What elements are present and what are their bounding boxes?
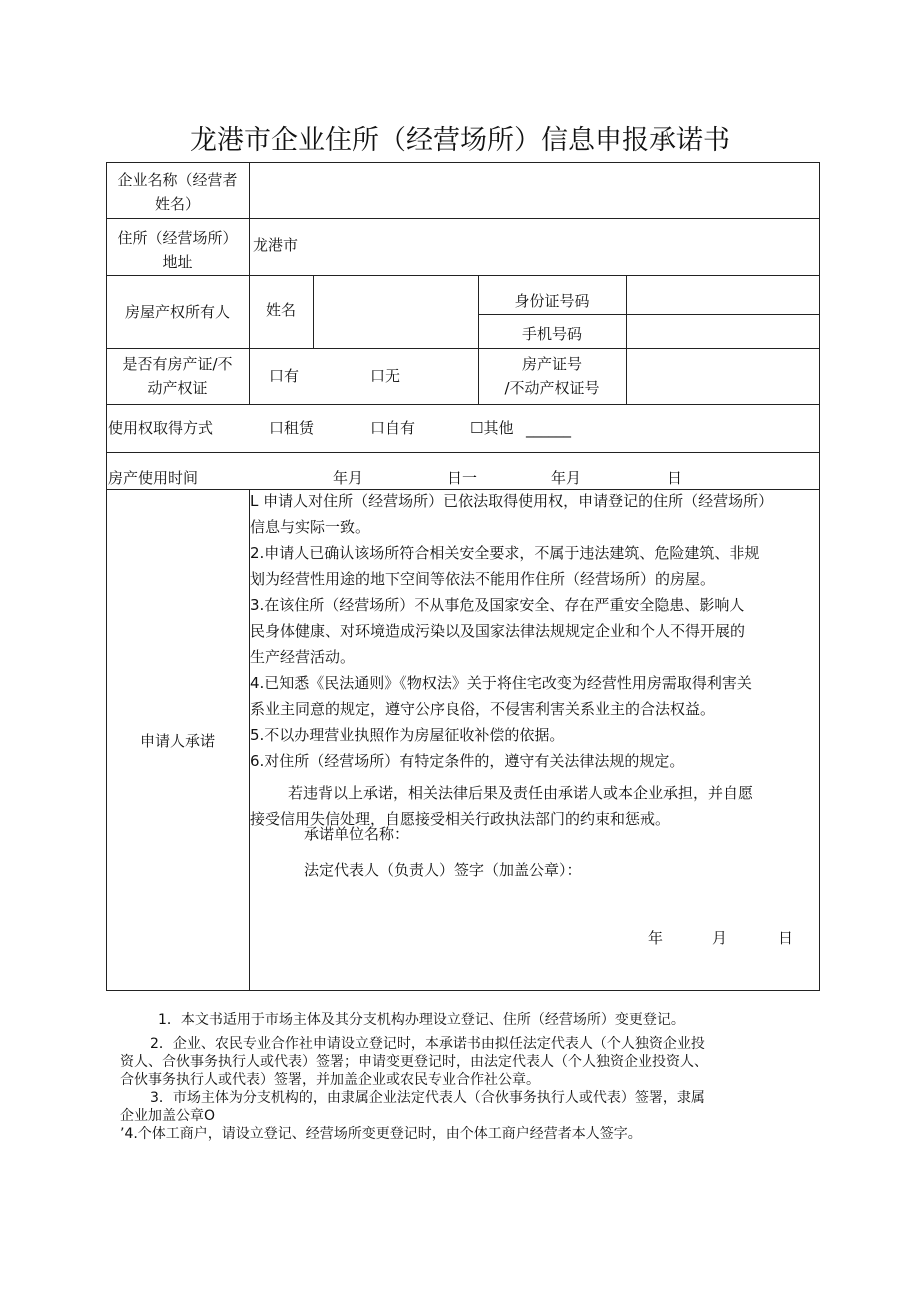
commitment-line: 接受信用失信处理，自愿接受相关行政执法部门的约束和惩戒。: [250, 810, 671, 828]
row-divider: [478, 314, 820, 315]
row-divider: [106, 348, 820, 349]
commitment-line: 3.在该住所（经营场所）不从事危及国家安全、存在严重安全隐患、影响人: [250, 596, 745, 614]
table-border-top: [106, 162, 820, 163]
commitment-label: 申请人承诺: [139, 732, 215, 750]
commitment-line: 若违背以上承诺，相关法律后果及责任由承诺人或本企业承担，并自愿: [288, 784, 754, 802]
use-other-option[interactable]: ☐其他: [470, 419, 514, 437]
commitment-line: 5.不以办理营业执照作为房屋征收补偿的依据。: [250, 726, 565, 744]
period-end-year-month: 年月: [551, 469, 582, 487]
table-border-left: [106, 162, 107, 991]
use-own-option[interactable]: 口自有: [370, 419, 416, 437]
row-divider: [106, 218, 820, 219]
commitment-body: [250, 488, 820, 832]
commitment-line: 信息与实际一致。: [250, 518, 371, 536]
notes: [120, 1011, 820, 1143]
date-day: 日: [778, 929, 794, 947]
row-divider: [106, 404, 820, 405]
commitment-line: L 申请人对住所（经营场所）已依法取得使用权，申请登记的住所（经营场所）: [250, 492, 774, 510]
owner-label: 房屋产权所有人: [124, 303, 230, 321]
id-number-label: 身份证号码: [514, 292, 590, 310]
note-item: 企业加盖公章O: [120, 1108, 216, 1124]
page-title: 龙港市企业住所（经营场所）信息申报承诺书: [190, 125, 730, 156]
address-value: 龙港市: [253, 236, 299, 254]
commitment-line: 4.已知悉《民法通则》《物权法》关于将住宅改变为经营性用房需取得利害关: [250, 674, 752, 692]
note-item: 1．本文书适用于市场主体及其分支机构办理设立登记、住所（经营场所）变更登记。: [158, 1012, 685, 1028]
note-item: 资人、合伙事务执行人或代表）签署；申请变更登记时，由法定代表人（个人独资企业投资人、: [120, 1054, 708, 1070]
certificate-question: 是否有房产证/不 动产权证: [122, 355, 233, 397]
commitment-line: 系业主同意的规定，遵守公序良俗，不侵害利害关系业主的合法权益。: [250, 700, 716, 718]
company-name-label: 企业名称（经营者 姓名）: [117, 171, 238, 213]
period-label: 房产使用时间: [108, 469, 199, 487]
period-start-year-month: 年月: [333, 469, 364, 487]
table-border-bottom: [106, 990, 820, 991]
address-label: 住所（经营场所） 地址: [117, 229, 238, 271]
column-divider: [249, 162, 250, 405]
use-other-blank[interactable]: ______: [526, 420, 571, 438]
owner-name-label: 姓名: [265, 301, 296, 319]
column-divider: [313, 275, 314, 349]
use-right-label: 使用权取得方式: [108, 419, 214, 437]
note-item: 2．企业、农民专业合作社申请设立登记时，本承诺书由拟任法定代表人（个人独资企业投: [150, 1036, 705, 1052]
unit-name-label: 承诺单位名称：: [304, 825, 410, 843]
commitment-line: 2.申请人已确认该场所符合相关安全要求，不属于违法建筑、危险建筑、非规: [250, 544, 760, 562]
period-start-day: 日一: [447, 469, 478, 487]
column-divider: [626, 275, 627, 405]
cert-no-option[interactable]: 口无: [370, 367, 401, 385]
date-month: 月: [712, 929, 728, 947]
cert-yes-option[interactable]: 口有: [269, 367, 300, 385]
signature-label: 法定代表人（负责人）签字（加盖公章）：: [304, 861, 582, 879]
cert-number-label: 房产证号 /不动产权证号: [504, 355, 600, 397]
commitment-line: 民身体健康、对环境造成污染以及国家法律法规规定企业和个人不得开展的: [250, 622, 746, 640]
date-year: 年: [648, 929, 664, 947]
note-item: ’4.个体工商户，请设立登记、经营场所变更登记时，由个体工商户经营者本人签字。: [120, 1126, 642, 1142]
note-item: 3．市场主体为分支机构的，由隶属企业法定代表人（合伙事务执行人或代表）签署，隶属: [150, 1090, 705, 1106]
note-item: 合伙事务执行人或代表）签署，并加盖企业或农民专业合作社公章。: [120, 1072, 540, 1088]
row-divider: [106, 275, 820, 276]
commitment-line: 生产经营活动。: [250, 648, 356, 666]
commitment-line: 划为经营性用途的地下空间等依法不能用作住所（经营场所）的房屋。: [250, 570, 716, 588]
commitment-line: 6.对住所（经营场所）有特定条件的，遵守有关法律法规的规定。: [250, 752, 685, 770]
phone-label: 手机号码: [521, 325, 582, 343]
use-rent-option[interactable]: 口租赁: [269, 419, 315, 437]
row-divider: [106, 452, 820, 453]
period-end-day: 日: [667, 469, 683, 487]
